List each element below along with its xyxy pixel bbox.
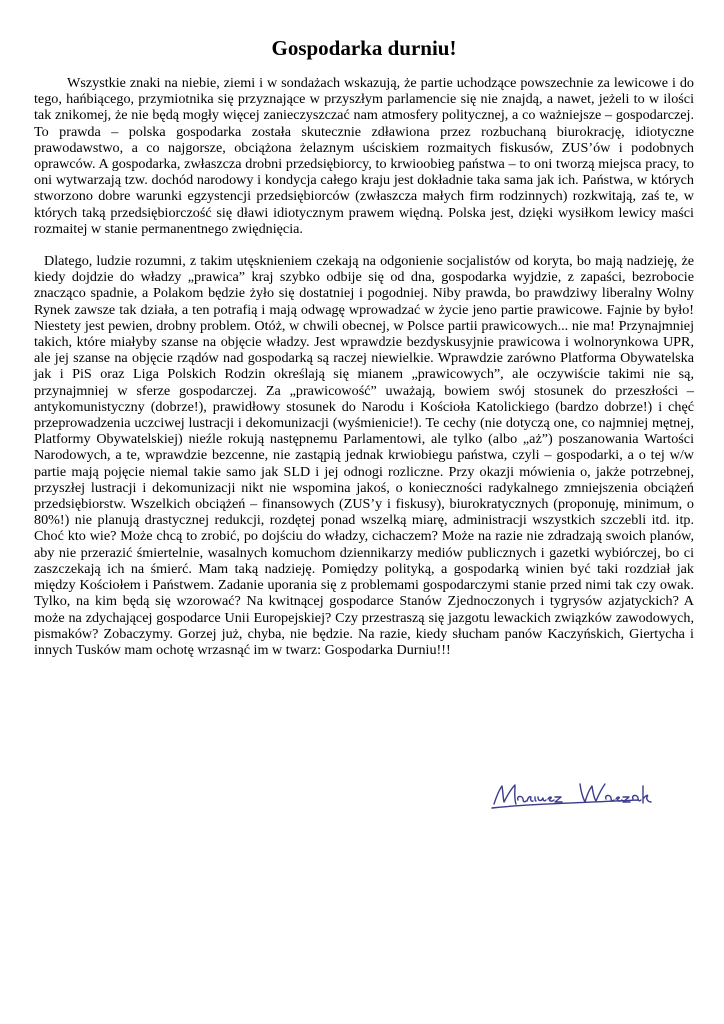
article-paragraph-1: Wszystkie znaki na niebie, ziemi i w sondażach wskazują, że partie uchodzące powszechnie za lewicowe i do tego, hańbiącego, przymiotnika się przyznające w przyszłym parlamencie się nie znajdą, a nawet, jeżeli to w ilości tak znikomej, że nie będą mogły więcej zanieczyszczać nam atmosfery politycznej, a co ważniejsze – gospodarczej. To prawda – polska gospodarka została skutecznie zdławiona przez rozbuchaną biurokrację, idiotyczne prawodawstwo, a co najgorsze, obciążona żelaznym uściskiem rozmaitych fiskusów, ZUS’ów i podobnych oprawców. A gospodarka, zwłaszcza drobni przedsiębiorcy, to krwioobieg państwa – to oni tworzą miejsca pracy, to oni wytwarzają tzw. dochód narodowy i kondycja całego kraju jest dokładnie taka sama jak ich. Państwa, w których stworzono dobre warunki egzystencji przedsiębiorców (zwłaszcza małych firm rodzinnych) rozkwitają, zaś te, w których taką przedsiębiorczość się dławi idiotycznym prawem więdną. Polska jest, dzięki wysiłkom lewicy maści rozmaitej w stanie permanentnego zwiędnięcia.: [34, 75, 694, 237]
author-signature: [488, 770, 658, 820]
article-paragraph-2: Dlatego, ludzie rozumni, z takim utęsknieniem czekają na odgonienie socjalistów od koryta, bo mają nadzieję, że kiedy dojdzie do władzy „prawica” kraj szybko odbije się od dna, gospodarka wyjdzie, z zapaści, bezrobocie znacząco spadnie, a Polakom będzie żyło się dostatniej i pogodniej. Niby prawda, bo prawdziwy liberalny Wolny Rynek zawsze tak działa, a ten potrafią i mają odwagę wprowadzać w życie jeno partie prawicowe. Fajnie by było! Niestety jest pewien, drobny problem. Otóż, w chwili obecnej, w Polsce partii prawicowych... nie ma! Przynajmniej takich, które miałyby szanse na objęcie władzy. Jest wprawdzie bezdyskusyjnie prawicowa i wolnorynkowa UPR, ale jej szanse na objęcie rządów nad gospodarką są raczej niewielkie. Wprawdzie zarówno Platforma Obywatelska jak i PiS oraz Liga Polskich Rodzin określają się mianem „prawicowych”, ale oczywiście takimi nie są, przynajmniej w sferze gospodarczej. Za „prawicowość” uważają, bowiem swój stosunek do przeszłości – antykomunistyczny (dobrze!), prawidłowy stosunek do Narodu i Kościoła Katolickiego (bardzo dobrze!) i chęć przeprowadzenia uczciwej lustracji i dekomunizacji (wyśmienicie!). Te cechy (nie dotyczą one, co najmniej mętnej, Platformy Obywatelskiej) nieźle rokują następnemu Parlamentowi, ale tylko (albo „aż”) poszanowania Wartości Narodowych, a te, wprawdzie bezcenne, nie zastąpią jednak krwiobiegu państwa, czyli – gospodarki, a o tej w/w partie mają pojęcie niemal takie samo jak SLD i jej odnogi rozliczne. Przy okazji mówienia o, jakże potrzebnej, przyszłej lustracji i dekomunizacji nikt nie wspomina jakoś, o konieczności radykalnego zmniejszenia obciążeń przedsiębiorstw. Wszelkich obciążeń – finansowych (ZUS’y i fiskusy), biurokratycznych (proponuję, minimum, o 80%!) nie planują drastycznej redukcji, rozdętej ponad wszelką miarę, administracji wszystkich szczebli itd. itp. Choć kto wie? Może chcą to zrobić, po dojściu do władzy, cichaczem? Może na razie nie zdradzają swoich planów, aby nie przerazić śmiertelnie, wasalnych komuchom dziennikarzy mediów publicznych i gazetki wybiórczej, bo ci zaszczekają ich na śmierć. Mam taką nadzieję. Pomiędzy polityką, a gospodarką winien być taki rozdział jak między Kościołem i Państwem. Zadanie uporania się z problemami gospodarczymi stanie przed nimi tak czy owak. Tylko, na kim będą się wzorować? Na kwitnącej gospodarce Stanów Zjednoczonych i tygrysów azjatyckich? A może na zdychającej gospodarce Unii Europejskiej? Czy przestraszą się jazgotu lewackich związków zawodowych, pismaków? Zobaczymy. Gorzej już, chyba, nie będzie. Na razie, kiedy słucham panów Kaczyńskich, Giertycha i innych Tusków mam ochotę wrzasnąć im w twarz: Gospodarka Durniu!!!: [34, 253, 694, 658]
article-title: Gospodarka durniu!: [271, 36, 457, 60]
